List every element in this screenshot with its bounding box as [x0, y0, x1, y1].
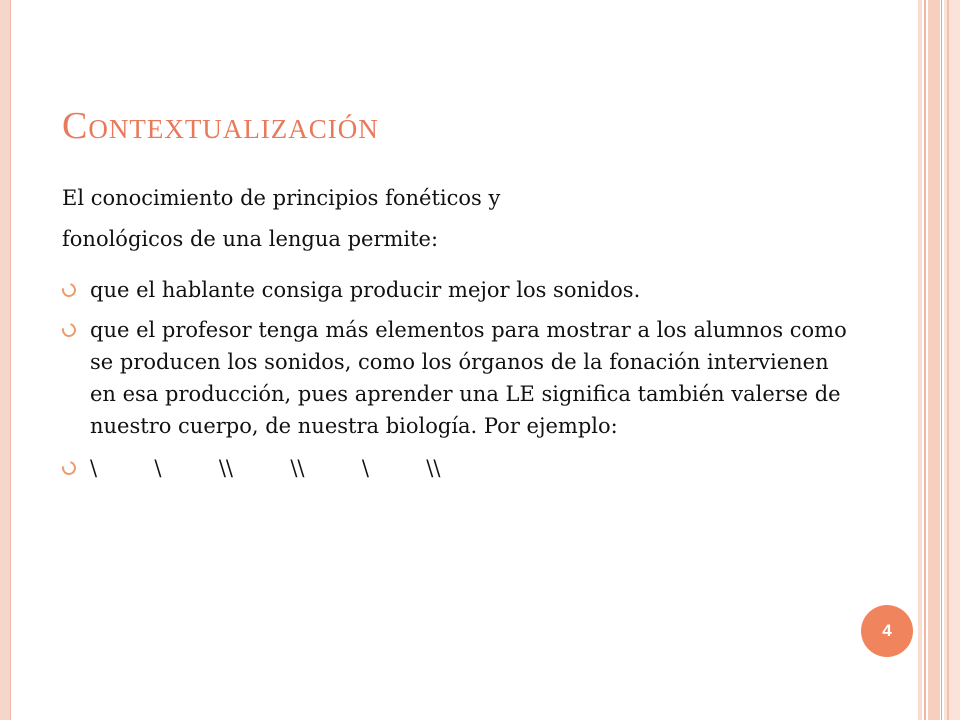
bullet-item [62, 274, 852, 306]
slide-title: Contextualización [62, 105, 379, 147]
right-decor-stripe [918, 0, 922, 720]
bullet-marker-icon [59, 320, 78, 339]
intro-line: El conocimiento de principios fonéticos y [62, 186, 501, 210]
bullet-text: que el hablante consiga producir mejor los sonidos. [90, 278, 641, 302]
intro-line: fonológicos de una lengua permite: [62, 227, 439, 251]
intro-text [62, 178, 882, 260]
right-decor-stripe [947, 0, 949, 720]
bullet-item [62, 452, 852, 484]
page-number-badge: 4 [861, 605, 913, 657]
left-frame-line [10, 0, 11, 720]
bullet-marker-icon [59, 458, 78, 477]
right-decor-stripe [924, 0, 926, 720]
right-decor-stripe [941, 0, 942, 720]
bullet-marker-icon [59, 280, 78, 299]
bullet-text: \ \ \\ \\ \ \\ [90, 456, 441, 480]
bullet-text: que el profesor tenga más elementos para mostrar a los alumnos como se producen los sonidos, como los órganos de la fonación intervienen en esa producción, pues aprender una LE significa también valerse de nuestro cuerpo, de nuestra biología. Por ejemplo: [90, 318, 847, 438]
left-frame-border [0, 0, 10, 720]
bullet-item [62, 314, 852, 442]
bullet-list [62, 274, 852, 484]
right-decor-stripe [928, 0, 940, 720]
